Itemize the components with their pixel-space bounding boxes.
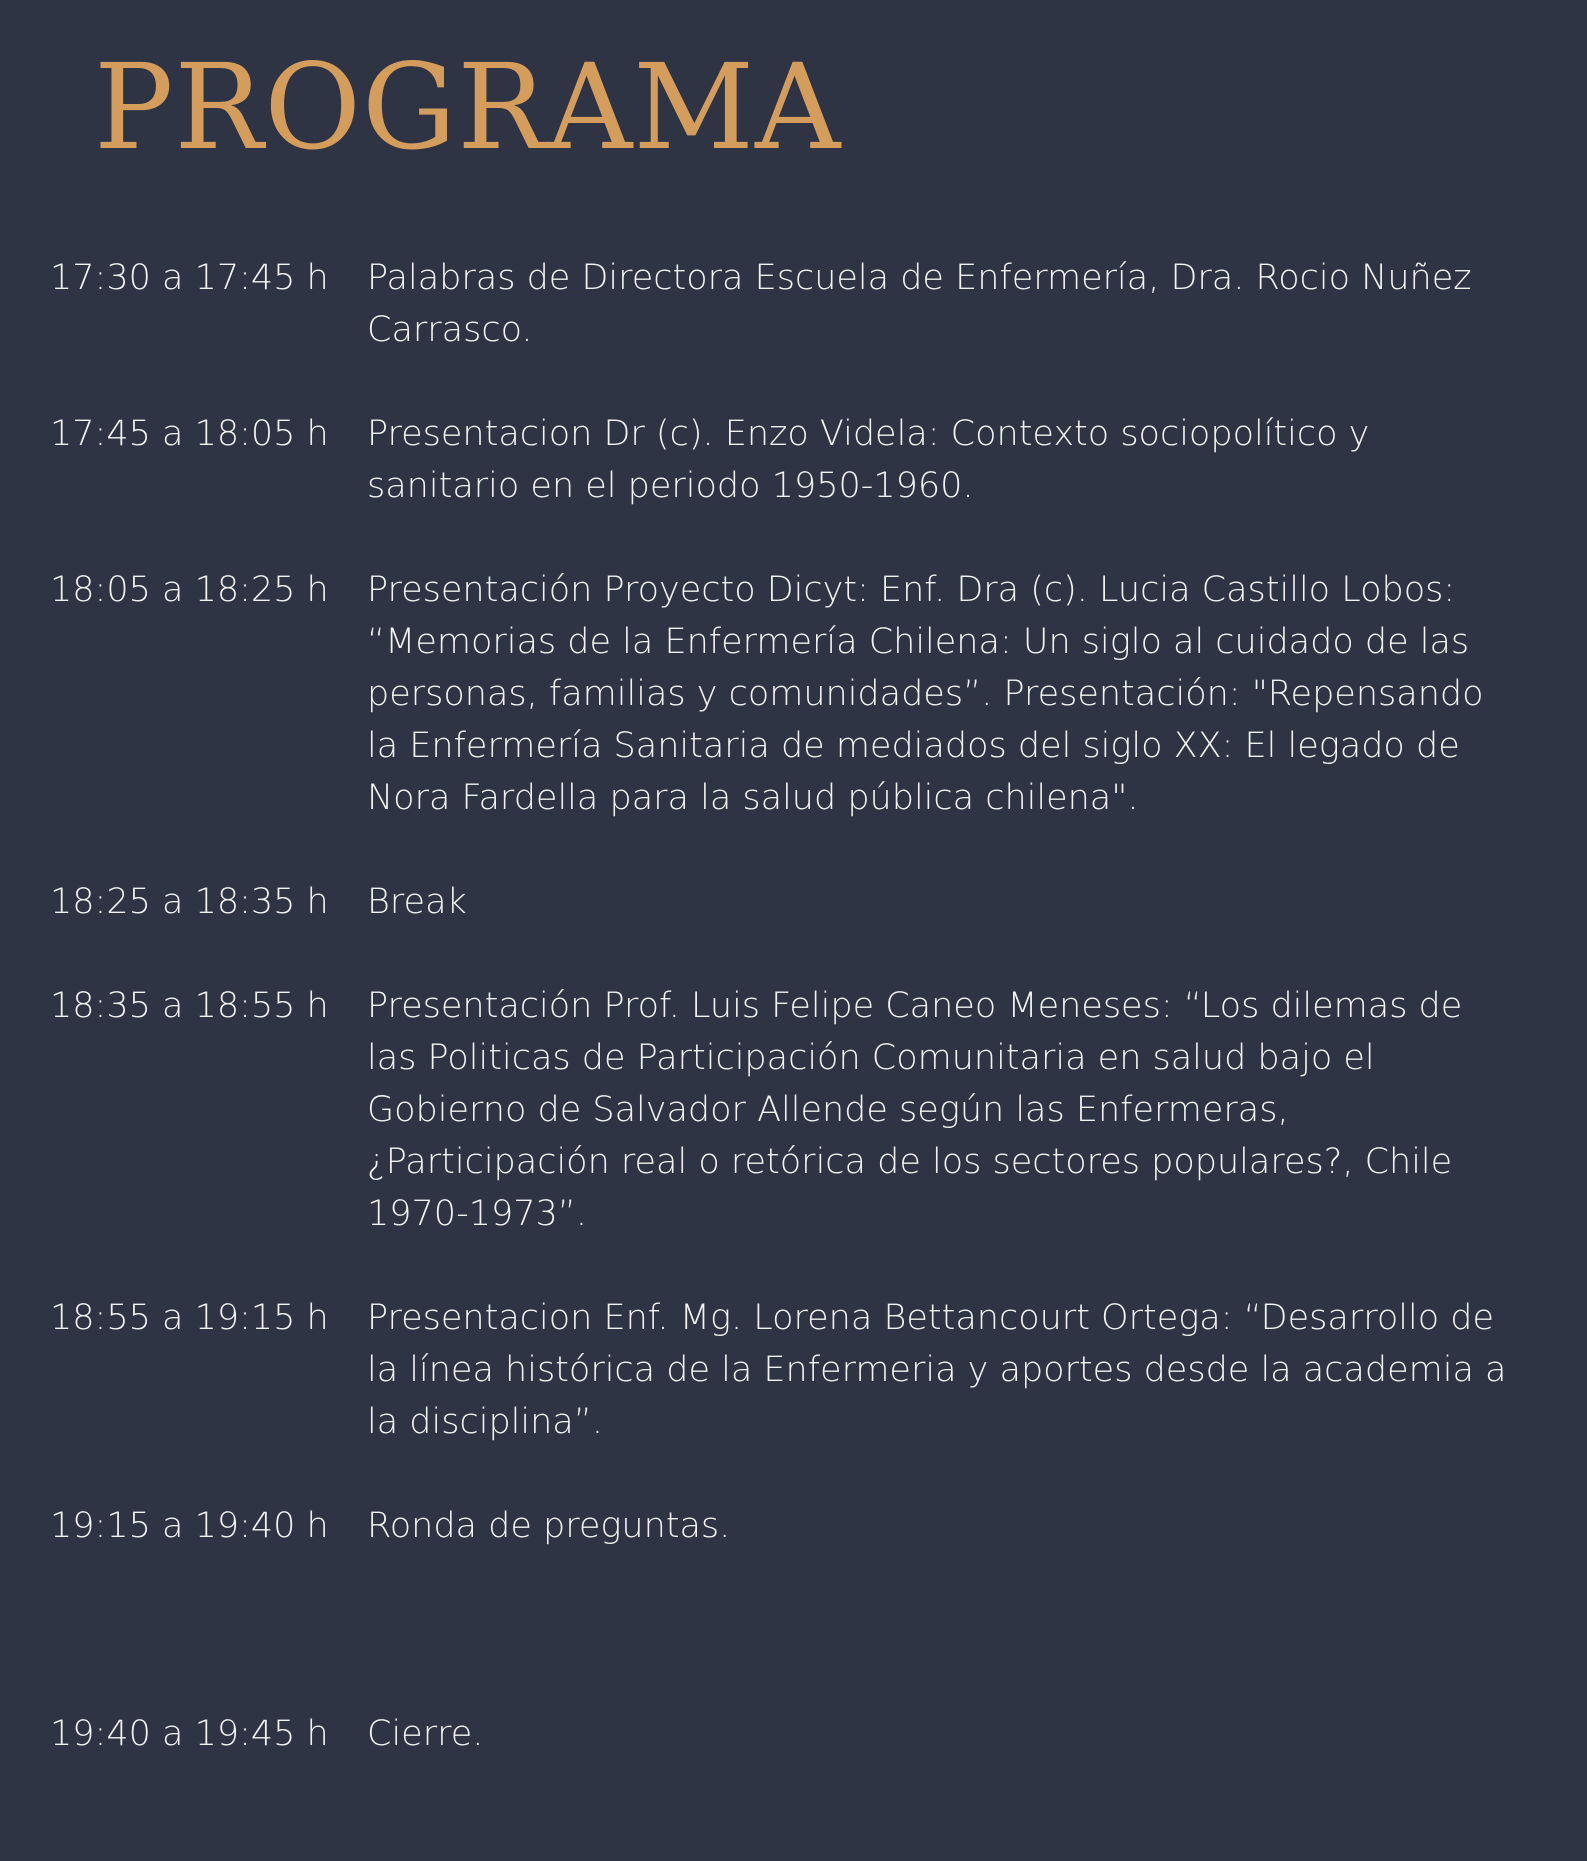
schedule-description: Ronda de preguntas. xyxy=(367,1506,731,1546)
schedule-time: 18:25 a 18:35 h xyxy=(50,882,329,922)
schedule-time: 18:35 a 18:55 h xyxy=(50,986,329,1026)
schedule-time: 19:15 a 19:40 h xyxy=(50,1506,329,1546)
schedule-time: 19:40 a 19:45 h xyxy=(50,1714,329,1754)
schedule-description: Break xyxy=(367,882,467,922)
schedule-time: 18:05 a 18:25 h xyxy=(50,570,329,610)
schedule-description: Palabras de Directora Escuela de Enfermería, Dra. Rocio Nuñez Carrasco. xyxy=(367,258,1472,350)
schedule-description: Presentacion Dr (c). Enzo Videla: Contexto sociopolítico y sanitario en el periodo 1950-1960. xyxy=(367,414,1370,506)
schedule-time: 17:45 a 18:05 h xyxy=(50,414,329,454)
schedule-description: Presentación Prof. Luis Felipe Caneo Meneses: “Los dilemas de las Politicas de Participación Comunitaria en salud bajo el Gobierno de Salvador Allende según las Enfermeras, ¿Participación real o retórica de los sectores populares?, Chile 1970-1973”. xyxy=(367,986,1463,1234)
schedule-description: Cierre. xyxy=(367,1714,484,1754)
schedule-time: 17:30 a 17:45 h xyxy=(50,258,329,298)
schedule-description: Presentación Proyecto Dicyt: Enf. Dra (c). Lucia Castillo Lobos: “Memorias de la Enfermería Chilena: Un siglo al cuidado de las personas, familias y comunidades”. Presentación: "Repensando la Enfermería Sanitaria de mediados del siglo XX: El legado de Nora Fardella para la salud pública chilena". xyxy=(367,570,1484,818)
schedule-time: 18:55 a 19:15 h xyxy=(50,1298,329,1338)
schedule-description: Presentacion Enf. Mg. Lorena Bettancourt Ortega: “Desarrollo de la línea histórica de la Enfermeria y aportes desde la academia a la disciplina”. xyxy=(367,1298,1507,1442)
page-title: PROGRAMA xyxy=(94,38,842,176)
